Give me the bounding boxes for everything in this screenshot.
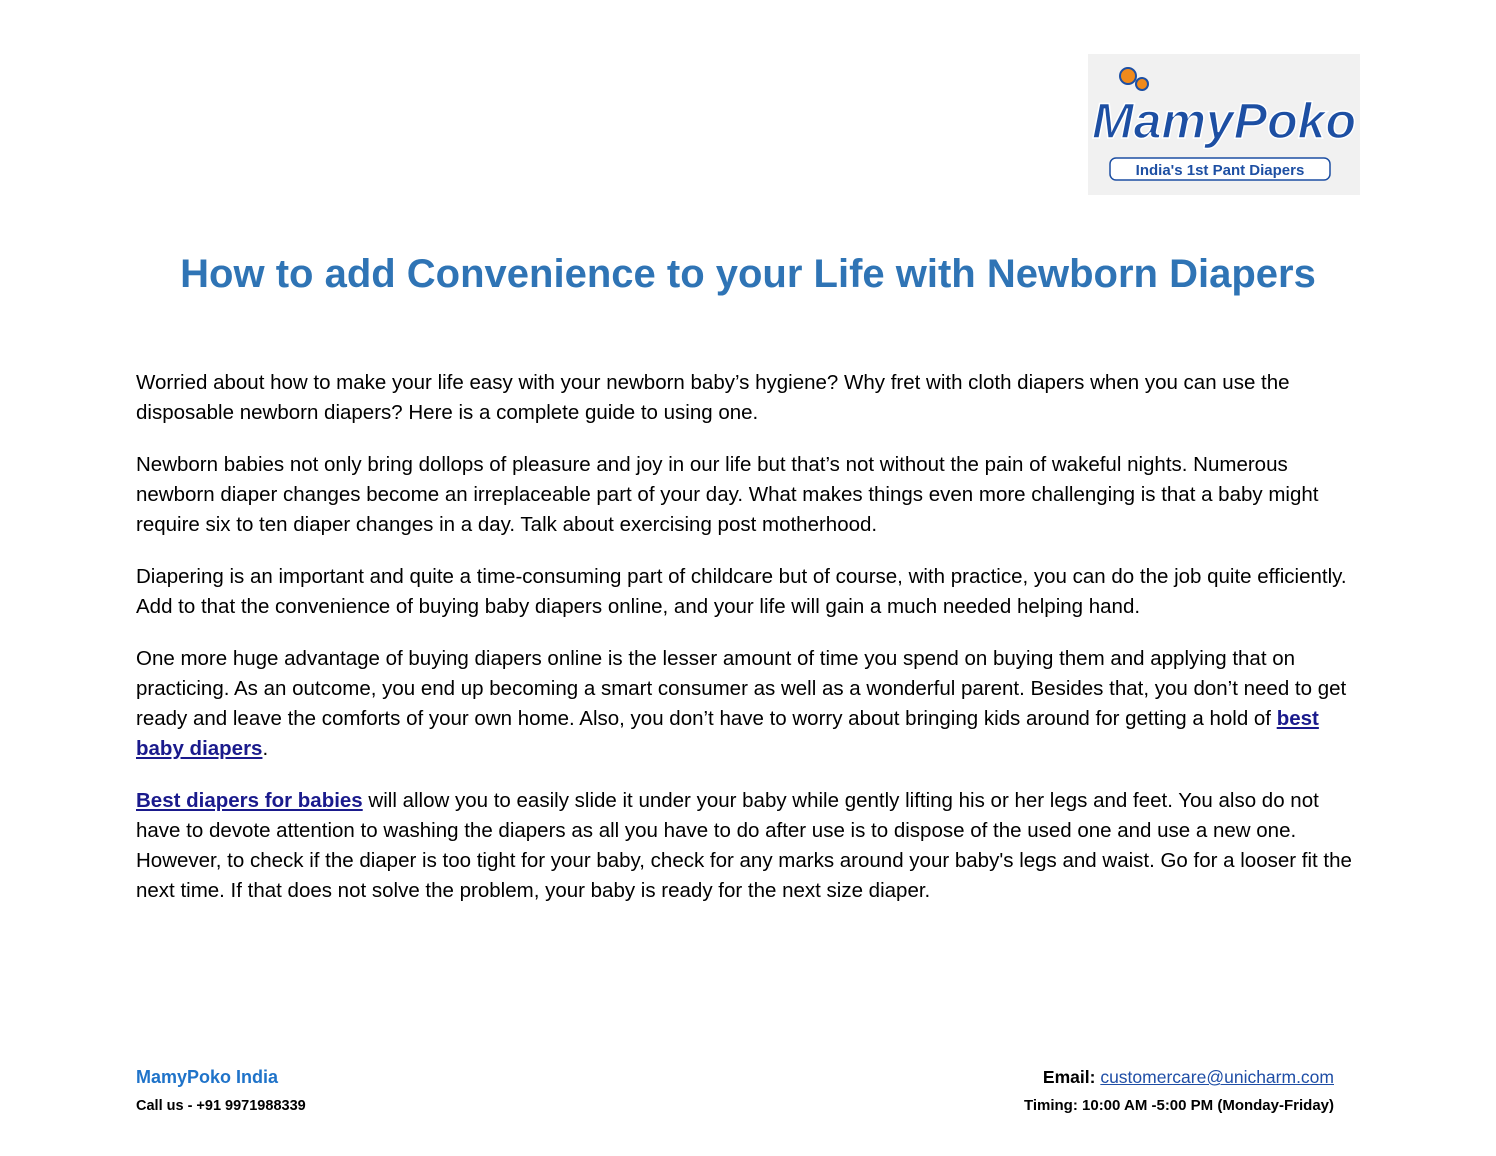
footer-phone: Call us - +91 9971988339 (136, 1098, 306, 1114)
footer-left (136, 1065, 306, 1117)
paragraph-2: Newborn babies not only bring dollops of pleasure and joy in our life but that’s not without the pain of wakeful nights. Numerous newborn diaper changes become an irreplaceable part of your day. What makes things even more challenging is that a baby might require six to ten diaper changes in a day. Talk about exercising post motherhood. (136, 453, 1319, 536)
article-body (136, 368, 1366, 928)
email-label: Email: (1042, 1067, 1096, 1087)
paragraph-5-text: will allow you to easily slide it under your baby while gently lifting his or her legs and feet. You also do not have to devote attention to washing the diapers as all you have to do after use is to dispose of the used one and use a new one. However, to check if the diaper is too tight for your baby, check for any marks around your baby's legs and waist. Go for a looser fit the next time. If that does not solve the problem, your baby is ready for the next size diaper. (136, 789, 1352, 902)
best-baby-diapers-link[interactable]: best baby diapers (136, 707, 1319, 760)
footer-right (1024, 1065, 1334, 1117)
logo-wordmark: MamyPoko (1092, 93, 1356, 149)
email-link[interactable]: customercare@unicharm.com (1100, 1067, 1334, 1087)
paragraph-4-end: . (262, 737, 269, 760)
footer-email-line (1024, 1065, 1334, 1089)
footer-timing: Timing: 10:00 AM -5:00 PM (Monday-Friday) (1023, 1097, 1334, 1114)
footer-brand: MamyPoko India (136, 1067, 279, 1087)
paragraph-1: Worried about how to make your life easy with your newborn baby’s hygiene? Why fret with cloth diapers when you can use the disposable newborn diapers? Here is a complete guide to using one. (136, 371, 1290, 424)
paragraph-4-text: One more huge advantage of buying diapers online is the lesser amount of time you spend on buying them and applying that on practicing. As an outcome, you end up becoming a smart consumer as well as a wonderful parent. Besides that, you don’t need to get ready and leave the comforts of your own home. Also, you don’t have to worry about bringing kids around for getting a hold of (136, 647, 1347, 730)
page-title: How to add Convenience to your Life with Newborn Diapers (180, 252, 1316, 296)
paragraph-4 (136, 644, 1366, 764)
paragraph-3: Diapering is an important and quite a time-consuming part of childcare but of course, with practice, you can do the job quite efficiently. Add to that the convenience of buying baby diapers online, and your life will gain a much needed helping hand. (136, 565, 1347, 618)
logo-tagline: India's 1st Pant Diapers (1135, 162, 1305, 179)
paragraph-5 (136, 786, 1366, 906)
mamypoko-logo (1088, 54, 1360, 195)
best-diapers-for-babies-link[interactable]: Best diapers for babies (136, 789, 363, 812)
